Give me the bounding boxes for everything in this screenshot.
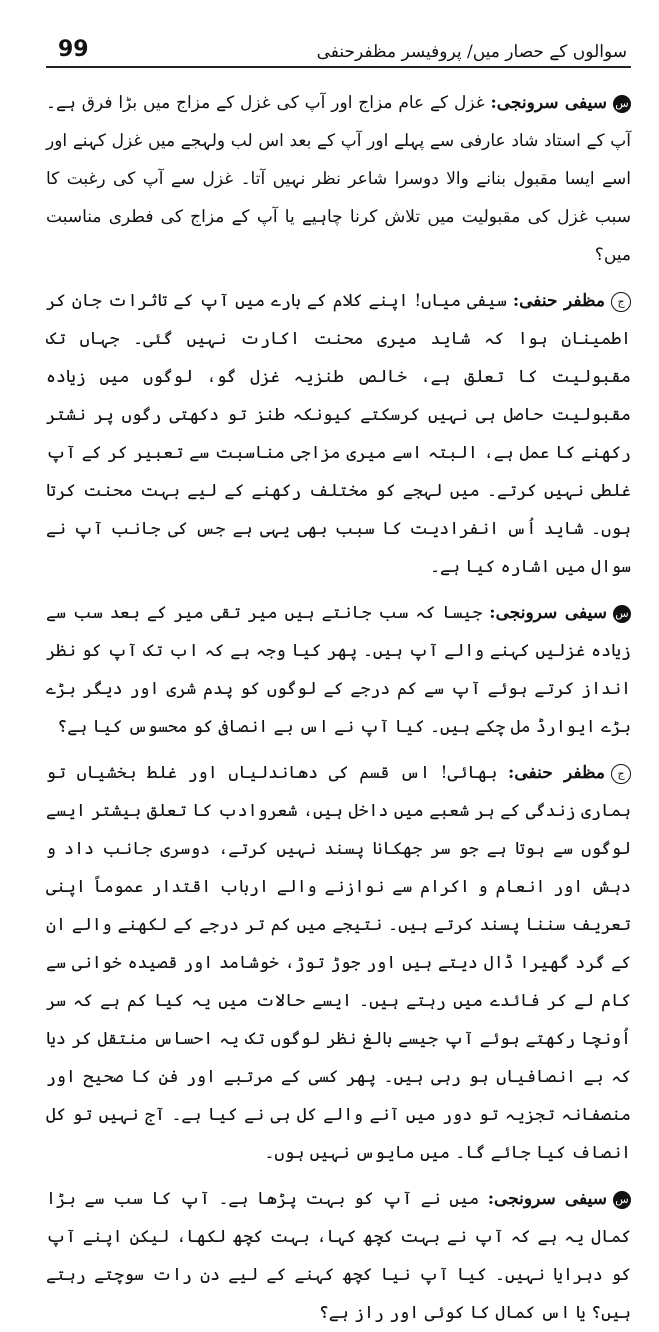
page-header bbox=[46, 18, 631, 68]
speaker-name: مظفر حنفی: bbox=[512, 291, 606, 311]
speaker-name: سیفی سرونجی: bbox=[487, 1189, 607, 1209]
answer-marker-icon: ج bbox=[611, 292, 631, 312]
entry-text: میں نے آپ کو بہت پڑھا ہے۔ آپ کا سب سے بڑا کمال یہ ہے کہ آپ نے بہت کچھ کہا، بہت کچھ لکھا، لیکن اپنے آپ کو دہرایا نہیں۔ کیا آپ نیا کچھ کہنے کے لیے دن رات سوچتے رہتے ہیں؟ یا اس کمال کا کوئی اور راز ہے؟ bbox=[46, 1189, 631, 1323]
question-marker-icon: س bbox=[613, 95, 631, 113]
entry-text: بھائی! اس قسم کی دھاندلیاں اور غلط بخشیاں تو ہماری زندگی کے ہر شعبے میں داخل ہیں، شعروادب کا تعلق بیشتر ایسے لوگوں سے ہوتا ہے جو سر جھکانا پسند نہیں کرتے، دوسری جانب داد و دہش اور انعام و اکرام سے نوازنے والے ارباب اقتدار عموماً اپنی تعریف سننا پسند کرتے ہیں۔ نتیجے میں کم تر درجے کے لکھنے والے ان کے گرد گھیرا ڈال دیتے ہیں اور جوڑ توڑ، خوشامد اور قصیدہ خوانی سے کام لے کر فائدے میں رہتے ہیں۔ ایسے حالات میں یہ کیا کم ہے کہ سر اُونچا رکھتے ہوئے آپ جیسے بالغ نظر لوگوں تک یہ احساس منتقل کر دیا کہ بے انصافیاں ہو رہی ہیں۔ پھر کسی کے مرتبے اور فن کا صحیح اور منصفانہ تجزیہ تو دور میں آنے والے کل ہی نے کیا ہے۔ آج نہیں تو کل انصاف کیا جائے گا۔ میں مایوس نہیں ہوں۔ bbox=[46, 763, 631, 1163]
question-entry bbox=[46, 594, 631, 746]
speaker-name: مظفر حنفی: bbox=[508, 763, 605, 783]
speaker-name: سیفی سرونجی: bbox=[490, 93, 607, 113]
entry-text: غزل کے عام مزاج اور آپ کی غزل کے مزاج میں بڑا فرق ہے۔ آپ کے استاد شاد عارفی سے پہلے اور آپ کے بعد اس لب ولہجے میں غزل کہنے اور اسے ایسا مقبول بنانے والا دوسرا شاعر نظر نہیں آتا۔ غزل سے آپ کی رغبت کا سبب غزل کی مقبولیت میں تلاش کرنا چاہیے یا آپ کے مزاج کی فطری مناسبت میں؟ bbox=[46, 93, 631, 265]
question-marker-icon: س bbox=[613, 605, 631, 623]
entry-text: جیسا کہ سب جانتے ہیں میر تقی میر کے بعد سب سے زیادہ غزلیں کہنے والے آپ ہیں۔ پھر کیا وجہ ہے کہ اب تک آپ کو نظر انداز کرتے ہوئے آپ سے کم درجے کے لوگوں کو پدم شری اور دیگر بڑے بڑے ایوارڈ مل چکے ہیں۔ کیا آپ نے اس بے انصافی کو محسوس کیا ہے؟ bbox=[46, 603, 631, 737]
answer-marker-icon: ج bbox=[611, 764, 631, 784]
question-entry bbox=[46, 1180, 631, 1332]
answer-entry bbox=[46, 754, 631, 1172]
page-number: 99 bbox=[58, 37, 89, 62]
question-marker-icon: س bbox=[613, 1191, 631, 1209]
question-entry bbox=[46, 84, 631, 274]
interview-content bbox=[46, 84, 631, 1332]
running-title: سوالوں کے حصار میں/ پروفیسر مظفرحنفی bbox=[316, 42, 627, 62]
answer-entry bbox=[46, 282, 631, 586]
speaker-name: سیفی سرونجی: bbox=[489, 603, 607, 623]
entry-text: سیفی میاں! اپنے کلام کے بارے میں آپ کے تاثرات جان کر اطمینان ہوا کہ شاید میری محنت اکارت نہیں گئی۔ جہاں تک مقبولیت کا تعلق ہے، خالص طنزیہ غزل گو، لوگوں میں زیادہ مقبولیت حاصل ہی نہیں کرسکتے کیونکہ طنز تو دکھتی رگوں پر نشتر رکھنے کا عمل ہے، البتہ اسے میری مزاجی مناسبت سے تعبیر کر کے آپ غلطی نہیں کرتے۔ میں لہجے کو مختلف رکھنے کے لیے بہت محنت کرتا ہوں۔ شاید اُس انفرادیت کا سبب بھی یہی ہے جس کی جانب آپ نے سوال میں اشارہ کیا ہے۔ bbox=[46, 291, 631, 577]
